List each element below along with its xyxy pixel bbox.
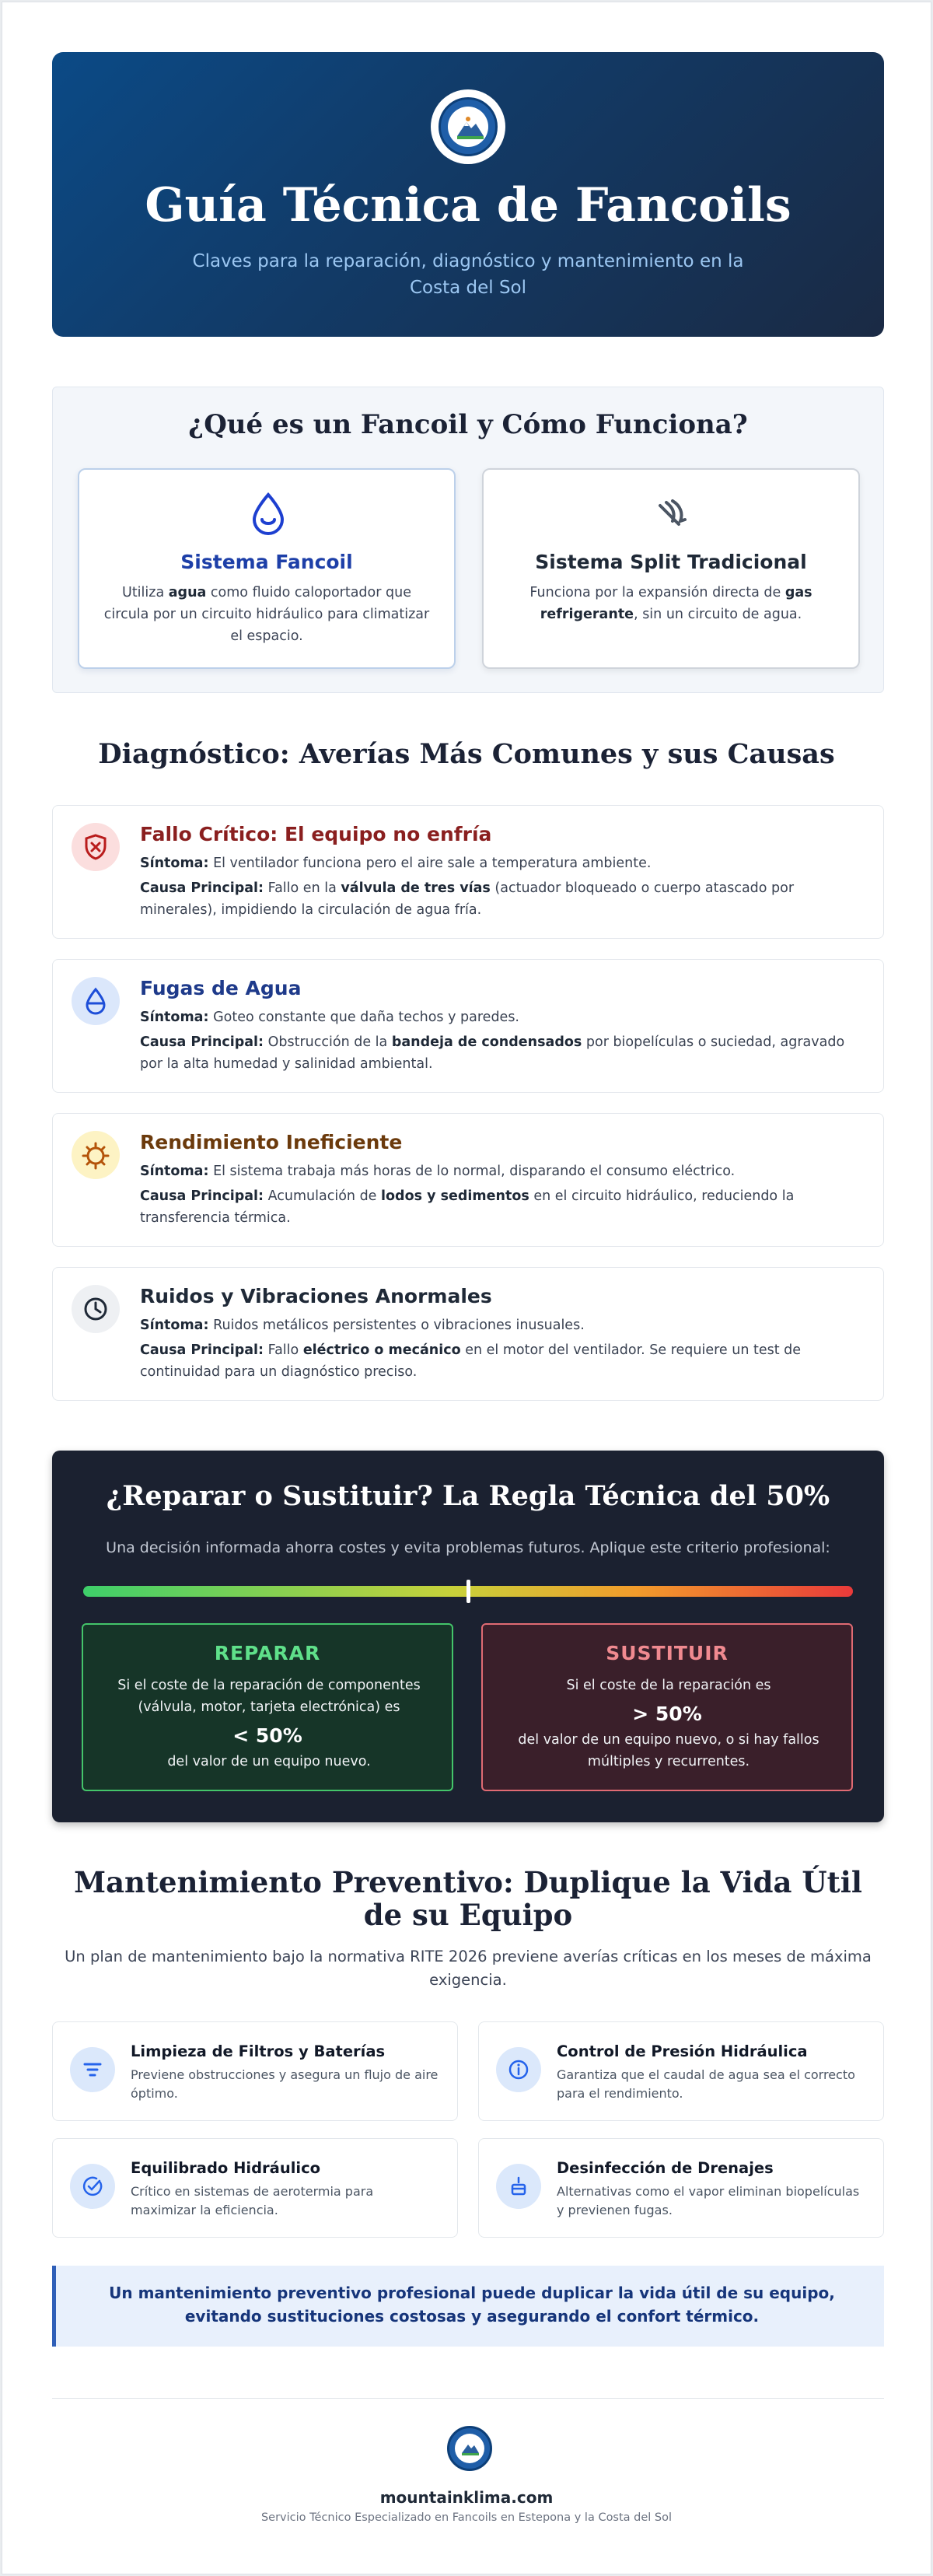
water-drop-icon (245, 490, 292, 537)
maintenance-title: Mantenimiento Preventivo: Duplique la Vida Útil de su Equipo (74, 1865, 862, 1932)
filter-icon (70, 2047, 115, 2092)
tip-card-drains (478, 2138, 884, 2238)
maintenance-subtitle: Un plan de mantenimiento bajo la normativa RITE 2026 previene averías críticas en los meses de máxima exigencia. (65, 1948, 872, 1989)
mountain-klima-logo-icon (431, 89, 505, 164)
fault-symptom: Síntoma: Ruidos metálicos persistentes o vibraciones inusuales. (140, 1318, 585, 1333)
hero-banner (52, 52, 884, 337)
fault-symptom: Síntoma: Goteo constante que daña techos y paredes. (140, 1010, 519, 1025)
check-circle-icon (70, 2164, 115, 2209)
tip-title: Control de Presión Hidráulica (557, 2042, 808, 2060)
fault-title: Fallo Crítico: El equipo no enfría (140, 823, 492, 845)
drop-leak-icon (72, 977, 120, 1025)
tip-title: Equilibrado Hidráulico (131, 2159, 321, 2177)
fault-symptom: Síntoma: El sistema trabaja más horas de lo normal, disparando el consumo eléctrico. (140, 1164, 736, 1179)
shield-alert-icon (72, 823, 120, 871)
fault-title: Ruidos y Vibraciones Anormales (140, 1285, 492, 1307)
tip-card-balancing (52, 2138, 458, 2238)
rule-subtitle: Una decisión informada ahorra costes y evita problemas futuros. Aplique este criterio profesional: (106, 1539, 830, 1556)
repair-box (82, 1623, 453, 1791)
info-icon (496, 2047, 541, 2092)
footer-divider (52, 2398, 884, 2399)
tip-card-filters (52, 2021, 458, 2121)
fault-card-water-leaks (52, 959, 884, 1093)
page-subtitle: Claves para la reparación, diagnóstico y mantenimiento en la Costa del Sol (192, 251, 744, 298)
footer-site-link[interactable]: mountainklima.com (379, 2488, 554, 2507)
rule-title: ¿Reparar o Sustituir? La Regla Técnica del 50% (106, 1480, 830, 1512)
fault-card-noise (52, 1267, 884, 1401)
card-text: Utiliza agua como fluido caloportador que circula por un circuito hidráulico para climatizar el espacio. (103, 585, 430, 644)
refrigerant-flow-icon (649, 490, 696, 537)
fault-card-inefficient (52, 1113, 884, 1247)
drain-icon (496, 2164, 541, 2209)
fault-cause: Causa Principal: Fallo en la válvula de tres vías (actuador bloqueado o cuerpo atascado por minerales), impidiendo la circulación de agua fría. (140, 880, 795, 918)
replace-threshold: > 50% (632, 1703, 702, 1725)
tip-text: Alternativas como el vapor eliminan biopelículas y previenen fugas. (557, 2184, 860, 2217)
section-title: ¿Qué es un Fancoil y Cómo Funciona? (188, 409, 748, 440)
fault-cause: Causa Principal: Obstrucción de la bandeja de condensados por biopelículas o suciedad, agravado por la alta humedad y salinidad ambiental. (140, 1034, 845, 1072)
repair-detail: del valor de un equipo nuevo. (167, 1754, 371, 1769)
split-system-card (482, 468, 860, 669)
card-title: Sistema Fancoil (180, 551, 353, 573)
fancoil-system-card (78, 468, 456, 669)
what-is-fancoil-section (52, 387, 884, 693)
callout-text: Un mantenimiento preventivo profesional puede duplicar la vida útil de su equipo, evitando sustituciones costosas y asegurando el confort térmico. (109, 2284, 835, 2326)
replace-condition: Si el coste de la reparación es (566, 1678, 771, 1693)
replace-box (481, 1623, 853, 1791)
threshold-marker (466, 1580, 470, 1603)
footer-tagline: Servicio Técnico Especializado en Fancoils en Estepona y la Costa del Sol (260, 2511, 673, 2524)
fault-title: Rendimiento Ineficiente (140, 1131, 403, 1153)
card-title: Sistema Split Tradicional (535, 551, 807, 573)
fault-card-no-cooling (52, 805, 884, 939)
repair-or-replace-section (52, 1451, 884, 1822)
tip-text: Garantiza que el caudal de agua sea el correcto para el rendimiento. (557, 2067, 855, 2101)
repair-threshold: < 50% (232, 1724, 302, 1747)
repair-condition: Si el coste de la reparación de componentes (válvula, motor, tarjeta electrónica) es (117, 1678, 421, 1715)
tip-card-pressure (478, 2021, 884, 2121)
replace-title: SUSTITUIR (606, 1642, 729, 1664)
repair-title: REPARAR (214, 1642, 321, 1664)
fault-cause: Causa Principal: Fallo eléctrico o mecánico en el motor del ventilador. Se requiere un test de continuidad para un diagnóstico preciso. (140, 1342, 802, 1380)
tip-text: Previene obstrucciones y asegura un flujo de aire óptimo. (131, 2067, 439, 2101)
sun-gauge-icon (72, 1131, 120, 1179)
fault-cause: Causa Principal: Acumulación de lodos y sedimentos en el circuito hidráulico, reduciendo la transferencia térmica. (140, 1188, 795, 1226)
replace-detail: del valor de un equipo nuevo, o si hay fallos múltiples y recurrentes. (518, 1732, 819, 1769)
fault-title: Fugas de Agua (140, 977, 302, 999)
diagnostics-title: Diagnóstico: Averías Más Comunes y sus Causas (98, 738, 835, 770)
page (2, 2, 931, 2574)
mountain-klima-logo-icon (447, 2426, 492, 2471)
fault-symptom: Síntoma: El ventilador funciona pero el aire sale a temperatura ambiente. (140, 856, 652, 871)
card-text: Funciona por la expansión directa de gas refrigerante, sin un circuito de agua. (529, 585, 812, 622)
maintenance-callout (52, 2266, 884, 2347)
tip-text: Crítico en sistemas de aerotermia para maximizar la eficiencia. (131, 2184, 374, 2217)
clock-icon (72, 1285, 120, 1333)
tip-title: Desinfección de Drenajes (557, 2159, 774, 2177)
page-title: Guía Técnica de Fancoils (145, 178, 791, 233)
tip-title: Limpieza de Filtros y Baterías (131, 2042, 386, 2060)
